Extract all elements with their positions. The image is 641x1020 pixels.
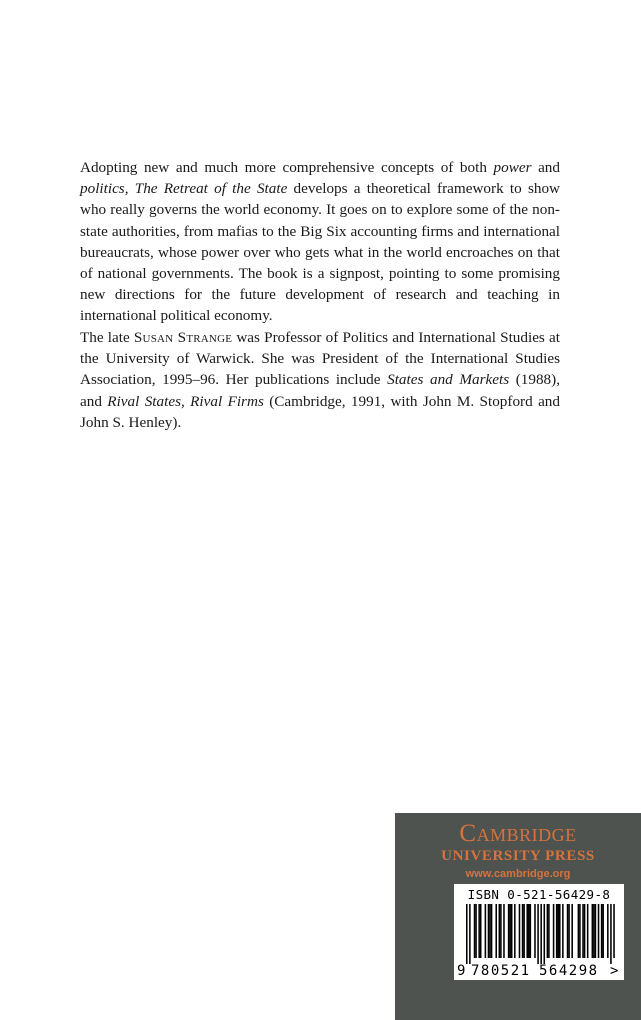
barcode-bar <box>537 904 539 964</box>
barcode-bar <box>491 904 493 958</box>
ean-end-mark: > <box>610 963 619 979</box>
barcode-bar <box>582 904 584 958</box>
book-description <box>80 157 560 327</box>
text-run: (1988), and <box>80 371 560 410</box>
publisher-press-label: UNIVERSITY PRESS <box>441 848 595 864</box>
text-run: was Professor of Politics and International Studies at the University of Warwick. She was President of the International Studies Association, 1995–96. Her publications include <box>80 329 560 389</box>
text-run: , <box>124 180 135 198</box>
barcode-bar <box>607 904 609 958</box>
barcode-bar <box>466 904 468 964</box>
barcode-bar <box>485 904 487 958</box>
barcode-bar <box>495 904 497 958</box>
barcode-bar <box>474 904 476 958</box>
barcode-bar <box>480 904 482 958</box>
book-title: The Retreat of the State <box>134 180 288 198</box>
author-name: Susan Strange <box>133 329 233 346</box>
text-run: develops a theoretical framework to show who really governs the world economy. It goes on to explore some of the non-state authorities, from mafias to the Big Six accounting firms and international bureaucrats, whose power over who gets what in the world encroaches on that of national governments. The book is a signpost, pointing to some promising new directions for the future development of research and teaching in international political economy. <box>80 180 561 325</box>
barcode-bar <box>519 904 521 958</box>
barcode-bar <box>500 904 502 958</box>
barcode-bar <box>503 904 505 958</box>
barcode-bar <box>559 904 561 958</box>
barcode-bar <box>547 904 549 958</box>
text-run: The late <box>80 329 134 346</box>
ean-first-digit: 9 <box>457 963 466 979</box>
barcode-bar <box>548 904 550 958</box>
barcode-bar <box>511 904 513 958</box>
barcode-bar <box>579 904 581 958</box>
barcode-bar <box>578 904 580 958</box>
barcode-bar <box>592 904 594 958</box>
barcode-bar <box>475 904 477 958</box>
barcode-bar <box>595 904 597 958</box>
isbn-label: ISBN 0-521-56429-8 <box>467 887 611 902</box>
barcode-bar <box>598 904 600 958</box>
text-run: and <box>531 159 560 176</box>
barcode-panel <box>454 884 624 980</box>
barcode-bar <box>593 904 595 958</box>
barcode-bar <box>571 904 573 958</box>
publication-title: States and Markets <box>387 371 510 389</box>
barcode-bar <box>601 904 603 958</box>
barcode-bar <box>489 904 491 958</box>
barcode-bar <box>509 904 511 958</box>
barcode-bar <box>514 904 516 958</box>
barcode-bar <box>602 904 604 958</box>
barcode-bar <box>488 904 490 958</box>
publisher-name: Cambridge <box>459 820 577 847</box>
barcode-bar <box>526 904 528 958</box>
barcode-bar <box>557 904 559 958</box>
barcode-bar <box>567 904 569 958</box>
barcode-bar <box>540 904 542 964</box>
barcode-bar <box>587 904 589 958</box>
text-run: (Cambridge, 1991, with John M. Stopford and John S. Henley). <box>80 392 560 431</box>
ean-right-group: 564298 <box>539 963 599 979</box>
barcode-bar <box>613 904 615 958</box>
barcode-bar <box>534 904 536 958</box>
barcode-bar <box>544 904 546 964</box>
barcode-bar <box>478 904 480 958</box>
text-run: Adopting new and much more comprehensive concepts of both <box>80 159 494 176</box>
barcode-bar <box>523 904 525 958</box>
barcode-bar <box>499 904 501 958</box>
barcode-bar <box>562 904 564 958</box>
barcode <box>454 902 624 980</box>
barcode-bar <box>530 904 532 958</box>
barcode-bar <box>568 904 570 958</box>
barcode-bar <box>553 904 555 958</box>
barcode-bar <box>469 904 471 964</box>
ean-left-group: 780521 <box>471 963 531 979</box>
italic-term: politics <box>80 180 125 198</box>
barcode-bar <box>508 904 510 958</box>
italic-term: power <box>493 159 532 176</box>
barcode-bar <box>584 904 586 958</box>
barcode-bar <box>528 904 530 958</box>
publication-title: Rival States, Rival Firms <box>107 392 264 410</box>
publisher-url: www.cambridge.org <box>465 868 571 880</box>
barcode-bar <box>522 904 524 958</box>
barcode-bar <box>610 904 612 964</box>
author-bio <box>80 327 560 433</box>
barcode-bar <box>556 904 558 958</box>
